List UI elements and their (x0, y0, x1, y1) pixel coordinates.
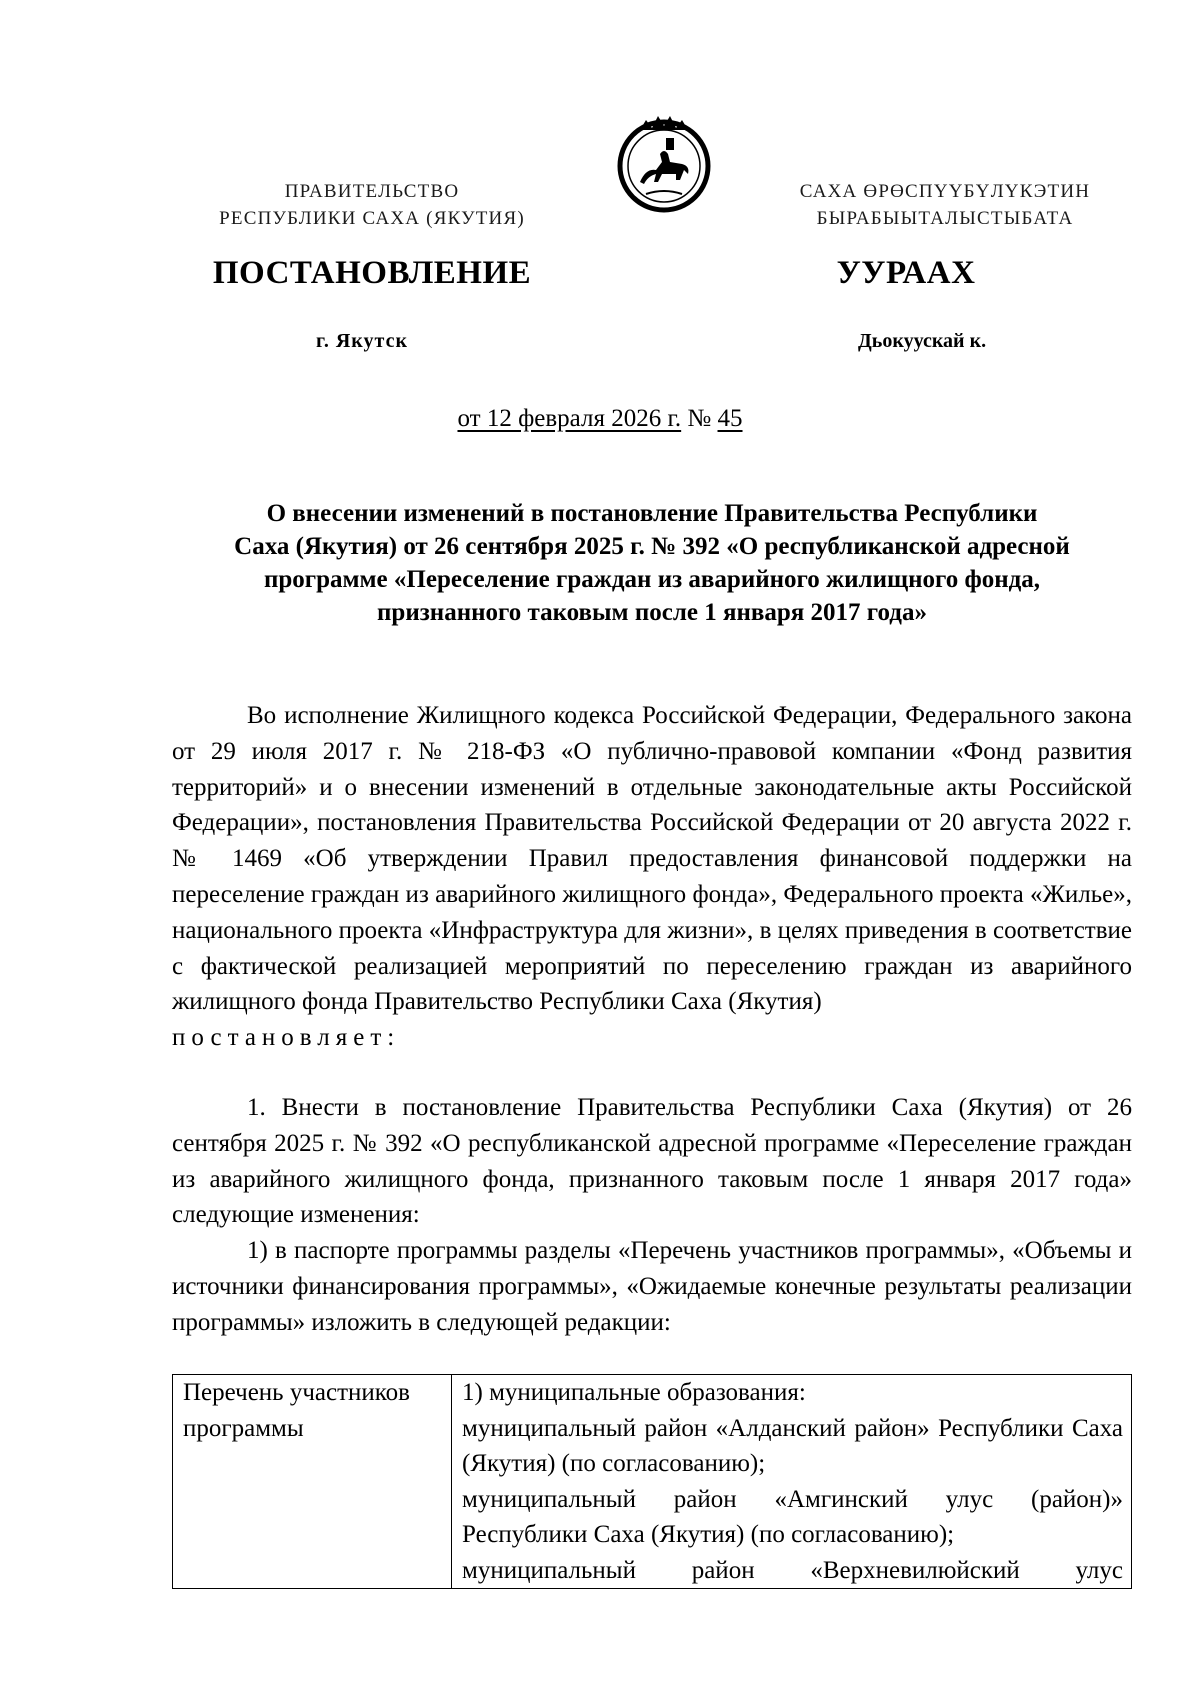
header-left-line2: РЕСПУБЛИКИ САХА (ЯКУТИЯ) (219, 208, 525, 229)
table-row (173, 1375, 1132, 1589)
preamble-paragraph: Во исполнение Жилищного кодекса Российской Федерации, Федерального закона от 29 июля 2017 г. № 218-ФЗ «О публично-правовой компании «Фонд развития территорий» и о внесении изменений в отдельные законодательные акты Российской Федерации», постановления Правительства Российской Федерации от 20 августа 2022 г. № 1469 «Об утверждении Правил предоставления финансовой поддержки на переселение граждан из аварийного жилищного фонда», Федерального проекта «Жилье», национального проекта «Инфраструктура для жизни», в целях приведения в соответствие с фактической реализацией мероприятий по переселению граждан из аварийного жилищного фонда Правительство Республики Саха (Якутия) (172, 702, 1132, 1016)
table-content-line: муниципальный район «Алданский район» Республики Саха (Якутия) (по согласованию); (462, 1414, 1123, 1477)
header-right (735, 178, 1155, 232)
item-1-paragraph: 1. Внести в постановление Правительства Республики Саха (Якутия) от 26 сентября 2025 г. № 392 «О республиканской адресной программе «Переселение граждан из аварийного жилищного фонда, признанного таковым после 1 января 2017 года» следующие изменения: (172, 1094, 1132, 1229)
doc-number: 45 (717, 405, 743, 432)
header-right-line2: БЫРАБЫЫТАЛЫСТЫБАТА (816, 208, 1074, 229)
header-right-line1: САХА ӨРӨСПҮҮБҮЛҮКЭТИН (799, 181, 1091, 202)
doc-title-ru: ПОСТАНОВЛЕНИЕ (212, 255, 532, 291)
subject-line: программе «Переселение граждан из аварийного жилищного фонда, (263, 566, 1041, 593)
table-label-cell: Перечень участников программы (173, 1375, 452, 1589)
table-content-line: муниципальный район «Верхневилюйский улус (462, 1556, 1123, 1584)
preamble-block (172, 698, 1132, 1056)
emblem-svg (610, 108, 718, 216)
passport-table (172, 1374, 1132, 1589)
table-content-cell (452, 1375, 1132, 1589)
subject-line: Саха (Якутия) от 26 сентября 2025 г. № 392 «О республиканской адресной (234, 533, 1070, 560)
decree-word: постановляет: (172, 1024, 401, 1052)
subject-line: О внесении изменений в постановление Правительства Республики (266, 500, 1038, 527)
table-content-line: муниципальный район «Амгинский улус (район)» Республики Саха (Якутия) (по согласованию); (462, 1485, 1123, 1548)
city-ru: г. Якутск (316, 330, 408, 352)
city-sah: Дьокуускай к. (858, 330, 987, 352)
header-left-line1: ПРАВИТЕЛЬСТВО (284, 181, 460, 202)
table-content-line: 1) муниципальные образования: (462, 1379, 806, 1406)
header-left (162, 178, 582, 232)
subject-line: признанного таковым после 1 января 2017 года» (377, 599, 927, 626)
item-1-block (172, 1090, 1132, 1233)
doc-title-sah: УУРААХ (836, 255, 976, 291)
coat-of-arms-icon (610, 108, 718, 216)
doc-date: от 12 февраля 2026 г. (457, 405, 682, 432)
item-1-1-paragraph: 1) в паспорте программы разделы «Перечень участников программы», «Объемы и источники финансирования программы», «Ожидаемые конечные результаты реализации программы» изложить в следующей редакции: (172, 1237, 1132, 1336)
item-1-1-block (172, 1233, 1132, 1340)
date-line (0, 405, 1200, 433)
doc-subject (172, 497, 1132, 629)
number-sign: № (687, 405, 712, 432)
